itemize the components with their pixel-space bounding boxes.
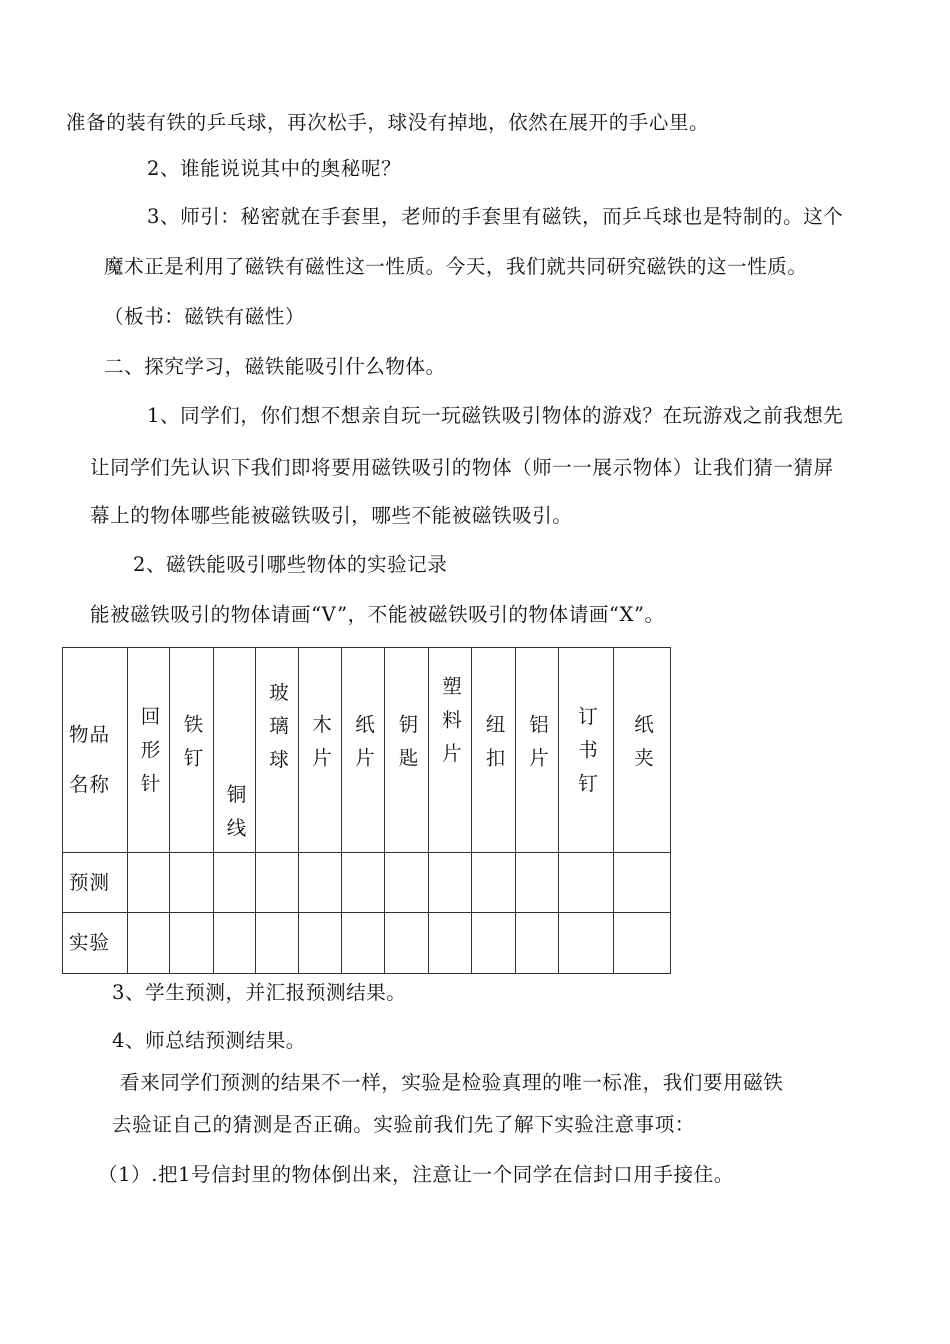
table-cell[interactable] bbox=[299, 853, 342, 913]
item-label: 订书钉 bbox=[575, 706, 598, 807]
paragraph-student-prediction: 3、学生预测，并汇报预测结果。 bbox=[112, 981, 407, 1004]
table-cell[interactable] bbox=[559, 913, 614, 974]
table-cell[interactable] bbox=[256, 913, 299, 974]
item-label: 回形针 bbox=[137, 706, 161, 807]
header-cell-item bbox=[128, 648, 170, 853]
table-cell[interactable] bbox=[614, 853, 671, 913]
table-cell[interactable] bbox=[128, 853, 170, 913]
table-header-row bbox=[63, 648, 671, 853]
table-cell[interactable] bbox=[516, 853, 559, 913]
table-cell[interactable] bbox=[472, 913, 516, 974]
table-cell[interactable] bbox=[214, 853, 256, 913]
paragraph-teacher-guide-2: 魔术正是利用了磁铁有磁性这一性质。今天，我们就共同研究磁铁的这一性质。 bbox=[104, 255, 808, 278]
paragraph-question: 2、谁能说说其中的奥秘呢？ bbox=[147, 157, 402, 180]
row-label-prediction: 预测 bbox=[69, 871, 111, 894]
item-label: 玻璃球 bbox=[266, 682, 289, 783]
header-cell-name bbox=[63, 648, 128, 853]
paragraph-teacher-guide-1: 3、师引：秘密就在手套里，老师的手套里有磁铁，而乒乓球也是特制的。这个 bbox=[147, 205, 844, 228]
table-cell[interactable] bbox=[385, 853, 429, 913]
paragraph-game-intro-2: 让同学们先认识下我们即将要用磁铁吸引的物体（师一一展示物体）让我们猜一猜屏 bbox=[90, 456, 834, 479]
table-cell[interactable] bbox=[614, 913, 671, 974]
item-label: 木片 bbox=[309, 714, 332, 781]
table-cell[interactable] bbox=[256, 853, 299, 913]
header-cell-item bbox=[299, 648, 342, 853]
header-cell-item bbox=[170, 648, 214, 853]
item-label: 铁钉 bbox=[180, 714, 204, 781]
header-cell-item bbox=[614, 648, 671, 853]
table-cell[interactable] bbox=[559, 853, 614, 913]
experiment-record-table bbox=[62, 647, 671, 974]
table-cell[interactable] bbox=[472, 853, 516, 913]
table-cell[interactable] bbox=[342, 853, 385, 913]
item-label: 铝片 bbox=[526, 714, 549, 781]
header-cell-item bbox=[472, 648, 516, 853]
item-label: 纸片 bbox=[352, 714, 375, 781]
table-row bbox=[63, 913, 671, 974]
record-table-title: 2、磁铁能吸引哪些物体的实验记录 bbox=[133, 553, 448, 576]
paragraph-game-intro-1: 1、同学们，你们想不想亲自玩一玩磁铁吸引物体的游戏？在玩游戏之前我想先 bbox=[147, 404, 844, 427]
paragraph-game-intro-3: 幕上的物体哪些能被磁铁吸引，哪些不能被磁铁吸引。 bbox=[90, 504, 573, 527]
record-instruction: 能被磁铁吸引的物体请画“V”，不能被磁铁吸引的物体请画“X”。 bbox=[90, 603, 665, 626]
row-label-cell bbox=[63, 913, 128, 974]
table-cell[interactable] bbox=[429, 853, 472, 913]
item-label: 塑料片 bbox=[439, 676, 462, 777]
table-cell[interactable] bbox=[429, 913, 472, 974]
paragraph-experiment-intro-2: 去验证自己的猜测是否正确。实验前我们先了解下实验注意事项： bbox=[112, 1113, 695, 1136]
table-cell[interactable] bbox=[214, 913, 256, 974]
header-cell-item bbox=[559, 648, 614, 853]
paragraph-step-1: （1）.把1号信封里的物体倒出来，注意让一个同学在信封口用手接住。 bbox=[98, 1163, 734, 1186]
row-label-experiment: 实验 bbox=[69, 931, 111, 954]
header-cell-item bbox=[516, 648, 559, 853]
table-cell[interactable] bbox=[516, 913, 559, 974]
header-label: 物品名称 bbox=[69, 723, 111, 796]
table-row bbox=[63, 853, 671, 913]
table-cell[interactable] bbox=[385, 913, 429, 974]
item-label: 钥匙 bbox=[395, 714, 419, 781]
item-label: 纸夹 bbox=[631, 714, 654, 781]
table-cell[interactable] bbox=[342, 913, 385, 974]
table-cell[interactable] bbox=[299, 913, 342, 974]
table-cell[interactable] bbox=[170, 853, 214, 913]
item-label: 铜线 bbox=[223, 784, 247, 851]
paragraph-magic-end: 准备的装有铁的乒乓球，再次松手，球没有掉地，依然在展开的手心里。 bbox=[66, 111, 710, 134]
paragraph-blackboard-note: （板书：磁铁有磁性） bbox=[104, 305, 306, 328]
header-cell-item bbox=[429, 648, 472, 853]
header-cell-item bbox=[342, 648, 385, 853]
paragraph-experiment-intro-1: 看来同学们预测的结果不一样，实验是检验真理的唯一标准，我们要用磁铁 bbox=[120, 1071, 784, 1094]
table-cell[interactable] bbox=[128, 913, 170, 974]
item-label: 纽扣 bbox=[482, 714, 506, 781]
row-label-cell bbox=[63, 853, 128, 913]
table-cell[interactable] bbox=[170, 913, 214, 974]
header-cell-item bbox=[214, 648, 256, 853]
header-cell-item bbox=[256, 648, 299, 853]
section-heading-2: 二、探究学习，磁铁能吸引什么物体。 bbox=[104, 355, 446, 378]
paragraph-teacher-summary: 4、师总结预测结果。 bbox=[112, 1029, 306, 1052]
header-cell-item bbox=[385, 648, 429, 853]
